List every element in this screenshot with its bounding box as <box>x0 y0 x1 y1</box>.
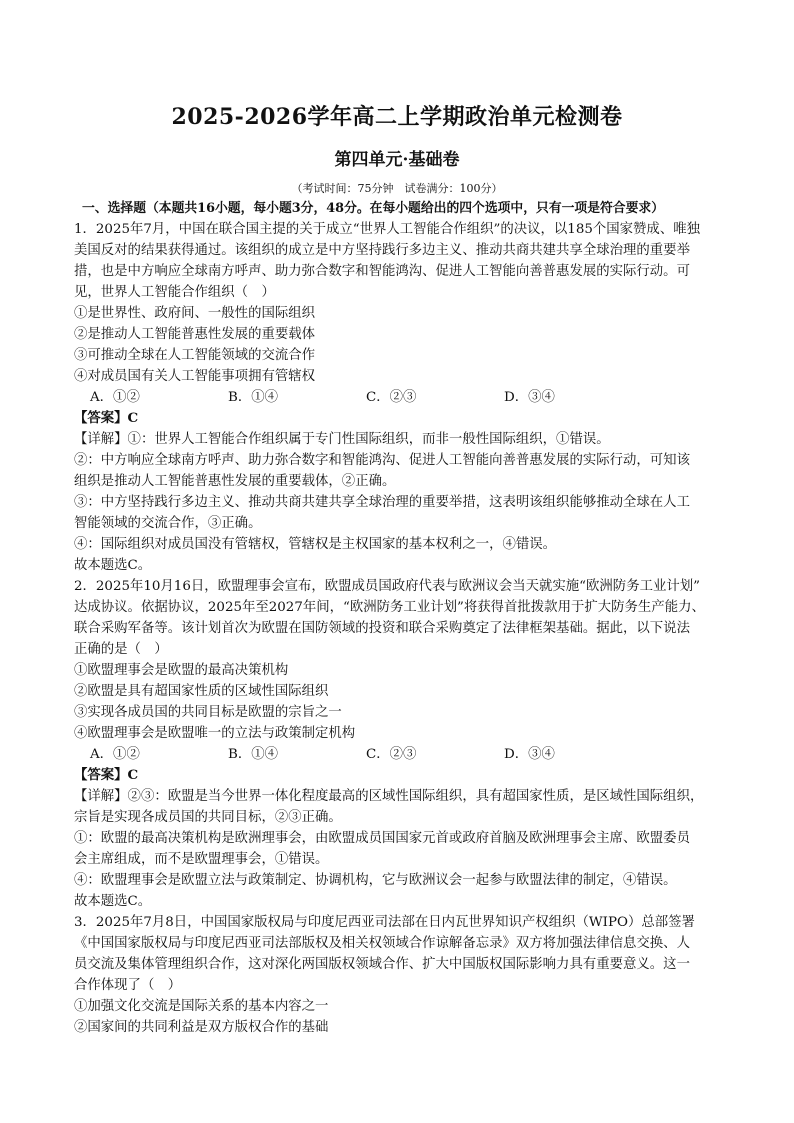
question-stem-line: 见，世界人工智能合作组织（ ） <box>74 285 275 300</box>
statement-item: ①是世界性、政府间、一般性的国际组织 <box>74 306 316 321</box>
analysis-line: 【详解】②③：欧盟是当今世界一体化程度最高的区域性国际组织，具有超国家性质，是区域性国际组织， <box>74 789 704 804</box>
analysis-line: 故本题选C。 <box>74 558 152 573</box>
question-stem-line: 2．2025年10月16日，欧盟理事会宣布，欧盟成员国政府代表与欧洲议会当天就实施“欧洲防务工业计划” <box>74 579 700 594</box>
statement-item: ②是推动人工智能普惠性发展的重要载体 <box>74 327 316 342</box>
analysis-line: ①：欧盟的最高决策机构是欧洲理事会，由欧盟成员国国家元首或政府首脑及欧洲理事会主席、欧盟委员 <box>74 831 690 846</box>
question-stem-line: 《中国国家版权局与印度尼西亚司法部版权及相关权领域合作谅解备忘录》双方将加强法律信息交换、人 <box>74 936 690 951</box>
statement-item: ③实现各成员国的共同目标是欧盟的宗旨之一 <box>74 705 342 720</box>
question-stem-line: 达成协议。依据协议，2025年至2027年间，“欧洲防务工业计划”将获得首批拨款用于扩大防务生产能力、 <box>74 600 705 615</box>
question-2 <box>74 576 734 912</box>
question-stem-line: 合作体现了（ ） <box>74 978 182 993</box>
option-a: A．①② <box>90 747 140 762</box>
statement-item: ②国家间的共同利益是双方版权合作的基础 <box>74 1020 329 1035</box>
analysis-line: 宗旨是实现各成员国的共同目标，②③正确。 <box>74 810 342 825</box>
analysis-line: ②：中方响应全球南方呼声、助力弥合数字和智能鸿沟、促进人工智能向善普惠发展的实际行动，可知该 <box>74 453 690 468</box>
analysis-line: 故本题选C。 <box>74 894 152 909</box>
answer-options <box>74 744 734 765</box>
option-b: B．①④ <box>228 390 279 405</box>
statement-item: ①加强文化交流是国际关系的基本内容之一 <box>74 999 329 1014</box>
question-stem-line: 1．2025年7月，中国在联合国主提的关于成立“世界人工智能合作组织”的决议，以185个国家赞成、唯独 <box>74 222 700 237</box>
option-d: D．③④ <box>504 747 555 762</box>
analysis-line: ③：中方坚持践行多边主义、推动共商共建共享全球治理的重要举措，这表明该组织能够推动全球在人工 <box>74 495 690 510</box>
analysis-line: 组织是推动人工智能普惠性发展的重要载体，②正确。 <box>74 474 396 489</box>
statement-item: ④欧盟理事会是欧盟唯一的立法与政策制定机构 <box>74 726 356 741</box>
option-a: A．①② <box>90 390 140 405</box>
exam-info: （考试时间：75分钟 试卷满分：100分） <box>291 182 503 195</box>
option-b: B．①④ <box>228 747 279 762</box>
question-stem-line: 员交流及集体管理组织合作，这对深化两国版权领域合作、扩大中国版权国际影响力具有重要意义。这一 <box>74 957 690 972</box>
statement-item: ④对成员国有关人工智能事项拥有管辖权 <box>74 369 316 384</box>
option-d: D．③④ <box>504 390 555 405</box>
page-subtitle: 第四单元·基础卷 <box>334 150 460 170</box>
page-title: 2025-2026学年高二上学期政治单元检测卷 <box>171 104 623 130</box>
analysis-line: ④：欧盟理事会是欧盟立法与政策制定、协调机构，它与欧洲议会一起参与欧盟法律的制定，④错误。 <box>74 873 677 888</box>
analysis-line: 会主席组成，而不是欧盟理事会，①错误。 <box>74 852 329 867</box>
answer-label: 【答案】C <box>74 410 139 426</box>
question-stem-line: 联合采购军备等。该计划首次为欧盟在国防领域的投资和联合采购奠定了法律框架基础。据此，以下说法 <box>74 621 690 636</box>
question-content <box>74 198 734 1038</box>
answer-options <box>74 387 734 408</box>
analysis-line: 智能领域的交流合作，③正确。 <box>74 516 262 531</box>
question-stem-line: 正确的是（ ） <box>74 642 168 657</box>
analysis-line: ④：国际组织对成员国没有管辖权，管辖权是主权国家的基本权利之一，④错误。 <box>74 537 557 552</box>
option-c: C．②③ <box>366 747 417 762</box>
question-3 <box>74 912 734 1038</box>
section-heading: 一、选择题（本题共16小题，每小题3分，48分。在每小题给出的四个选项中，只有一项是符合要求） <box>82 201 664 216</box>
option-c: C．②③ <box>366 390 417 405</box>
question-1 <box>74 219 734 576</box>
question-stem-line: 美国反对的结果获得通过。该组织的成立是中方坚持践行多边主义、推动共商共建共享全球治理的重要举 <box>74 243 690 258</box>
statement-item: ②欧盟是具有超国家性质的区域性国际组织 <box>74 684 329 699</box>
question-stem-line: 措，也是中方响应全球南方呼声、助力弥合数字和智能鸿沟、促进人工智能向善普惠发展的实际行动。可 <box>74 264 690 279</box>
statement-item: ③可推动全球在人工智能领域的交流合作 <box>74 348 316 363</box>
statement-item: ①欧盟理事会是欧盟的最高决策机构 <box>74 663 289 678</box>
question-stem-line: 3．2025年7月8日，中国国家版权局与印度尼西亚司法部在日内瓦世界知识产权组织（WIPO）总部签署 <box>74 915 695 930</box>
answer-label: 【答案】C <box>74 767 139 783</box>
analysis-line: 【详解】①：世界人工智能合作组织属于专门性国际组织，而非一般性国际组织，①错误。 <box>74 432 610 447</box>
